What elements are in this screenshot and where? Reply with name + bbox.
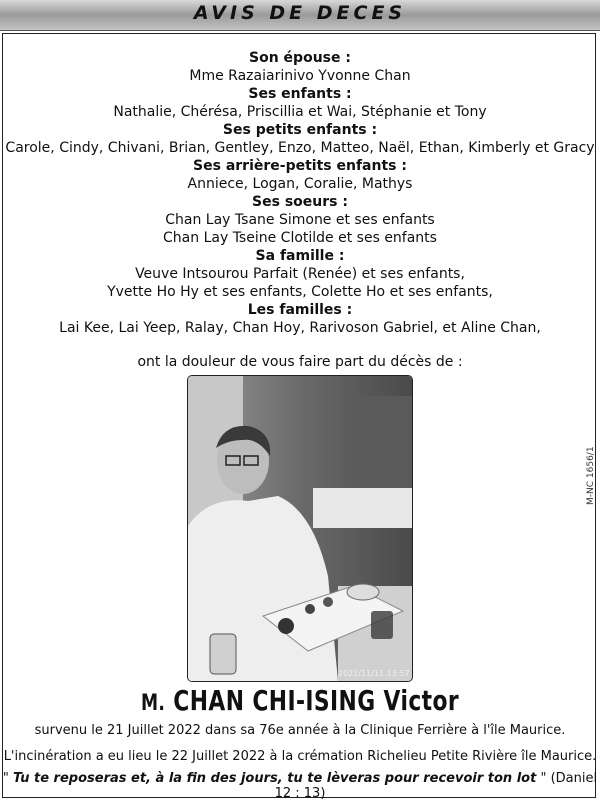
death-details: survenu le 21 Juillet 2022 dans sa 76e année à la Clinique Ferrière à l'île Maurice. xyxy=(34,723,566,738)
family-group-family xyxy=(2,247,598,301)
family-heading: Son épouse : xyxy=(249,50,351,66)
family-heading: Sa famille : xyxy=(255,248,345,264)
family-group-grandchildren xyxy=(2,121,598,157)
bible-quote xyxy=(0,771,600,801)
cremation-details: L'incinération a eu lieu le 22 Juillet 2022 à la crémation Richelieu Petite Rivière île Maurice. xyxy=(3,749,597,764)
notice-title: AVIS DE DECES xyxy=(193,2,407,24)
name-prefix: M. xyxy=(140,691,166,716)
family-line: Chan Lay Tseine Clotilde et ses enfants xyxy=(163,230,437,246)
photo-timestamp: 2021/11/11 13:57 xyxy=(338,669,410,678)
family-line: Lai Kee, Lai Yeep, Ralay, Chan Hoy, Rarivoson Gabriel, et Aline Chan, xyxy=(59,320,541,336)
quote-open-mark: " xyxy=(2,771,9,786)
family-group-great-grandchildren xyxy=(2,157,598,193)
deceased-name xyxy=(66,684,534,717)
family-line: Anniece, Logan, Coralie, Mathys xyxy=(187,176,413,192)
family-line: Veuve Intsourou Parfait (Renée) et ses enfants, xyxy=(135,266,465,282)
family-line: Chan Lay Tsane Simone et ses enfants xyxy=(165,212,435,228)
family-heading: Ses soeurs : xyxy=(252,194,348,210)
reference-code: M-NC 1656/1 xyxy=(586,446,596,505)
header-banner xyxy=(0,0,600,31)
family-group-sisters xyxy=(2,193,598,247)
family-line: Mme Razaiarinivo Yvonne Chan xyxy=(189,68,411,84)
family-group-spouse xyxy=(2,49,598,85)
family-list xyxy=(2,49,598,337)
family-line: Carole, Cindy, Chivani, Brian, Gentley, Enzo, Matteo, Naël, Ethan, Kimberly et Gracy xyxy=(5,140,595,156)
family-heading: Ses enfants : xyxy=(248,86,352,102)
family-group-children xyxy=(2,85,598,121)
family-group-families xyxy=(2,301,598,337)
announcement-intro: ont la douleur de vous faire part du décès de : xyxy=(137,354,463,370)
family-heading: Ses arrière-petits enfants : xyxy=(193,158,407,174)
family-heading: Ses petits enfants : xyxy=(222,122,378,138)
portrait-illustration xyxy=(188,376,412,681)
family-line: Yvette Ho Hy et ses enfants, Colette Ho et ses enfants, xyxy=(107,284,493,300)
family-heading: Les familles : xyxy=(247,302,353,318)
quote-reference: (Daniel 12 : 13) xyxy=(274,771,598,801)
portrait-photo xyxy=(187,375,413,682)
family-line: Nathalie, Chérésa, Priscillia et Wai, Stéphanie et Tony xyxy=(113,104,487,120)
name-text: CHAN CHI-ISING Victor xyxy=(173,684,460,717)
quote-text: Tu te reposeras et, à la fin des jours, tu te lèveras pour recevoir ton lot xyxy=(13,771,537,786)
quote-close-mark: " xyxy=(540,771,547,786)
